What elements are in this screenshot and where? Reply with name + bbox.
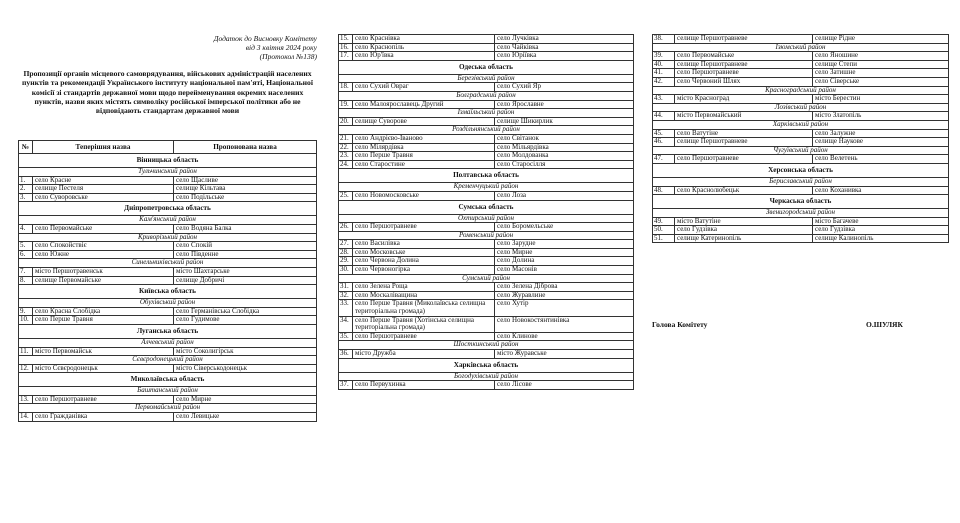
- row-number: 15.: [339, 35, 353, 44]
- current-name: село Першотравневе: [353, 332, 495, 341]
- current-name: село Краснівка: [353, 35, 495, 44]
- district-heading: Звенигородський район: [653, 209, 949, 218]
- current-name: село Гражданівка: [33, 413, 174, 422]
- district-heading-row: [653, 177, 949, 186]
- district-heading-row: [339, 231, 634, 240]
- region-heading: Херсонська область: [653, 163, 949, 177]
- proposed-name: село Масонів: [495, 266, 634, 275]
- annex-note: [18, 34, 317, 61]
- current-name: селище Першотравневе: [675, 35, 813, 44]
- proposed-name: село Яношине: [813, 52, 949, 61]
- current-name: село Першотравневе: [353, 223, 495, 232]
- table-row: [19, 193, 317, 202]
- current-name: селище Пестеля: [33, 185, 174, 194]
- table-row: [19, 242, 317, 251]
- current-name: місто Первомайський: [675, 112, 813, 121]
- renaming-table-part-2: [338, 34, 634, 390]
- proposed-name: місто Берестин: [813, 95, 949, 104]
- district-heading: Первомайський район: [19, 404, 317, 413]
- renaming-table-part-1: [18, 140, 317, 422]
- table-row: [339, 83, 634, 92]
- header-proposed-name: Пропонована назва: [174, 141, 317, 154]
- district-heading-row: [339, 91, 634, 100]
- row-number: 36.: [339, 350, 353, 359]
- current-name: село Малоярославець Другий: [353, 100, 495, 109]
- current-name: село Червоногірка: [353, 266, 495, 275]
- current-name: село Юр'ївка: [353, 52, 495, 61]
- proposed-name: село Зарудне: [495, 240, 634, 249]
- proposed-name: село Молдованка: [495, 152, 634, 161]
- table-row: [339, 134, 634, 143]
- table-row: [653, 155, 949, 164]
- proposed-name: село Ярославне: [495, 100, 634, 109]
- row-number: 47.: [653, 155, 675, 164]
- row-number: 24.: [339, 160, 353, 169]
- district-heading-row: [339, 214, 634, 223]
- district-heading-row: [339, 341, 634, 350]
- proposed-name: селище Кільтава: [174, 185, 317, 194]
- district-heading-row: [19, 387, 317, 396]
- district-heading: Богодухівський район: [339, 372, 634, 381]
- table-row: [339, 52, 634, 61]
- proposed-name: село Подільське: [174, 193, 317, 202]
- table-row: [653, 138, 949, 147]
- row-number: 49.: [653, 217, 675, 226]
- row-number: 45.: [653, 129, 675, 138]
- proposed-name: село Затишне: [813, 69, 949, 78]
- proposed-name: село Старосілля: [495, 160, 634, 169]
- current-name: село Спокойствіє: [33, 242, 174, 251]
- table-row: [653, 217, 949, 226]
- current-name: село Московське: [353, 248, 495, 257]
- proposed-name: селище Калинопіль: [813, 234, 949, 243]
- current-name: село Зелена Роща: [353, 283, 495, 292]
- proposed-name: село Велетень: [813, 155, 949, 164]
- row-number: 51.: [653, 234, 675, 243]
- table-row: [653, 186, 949, 195]
- district-heading: Кременчуцький район: [339, 183, 634, 192]
- table-row: [19, 276, 317, 285]
- district-heading: Алчевський район: [19, 338, 317, 347]
- region-heading-row: [653, 163, 949, 177]
- current-name: село Перше Травня: [353, 152, 495, 161]
- row-number: 13.: [19, 395, 33, 404]
- region-heading-row: [19, 285, 317, 299]
- signature-role: Голова Комітету: [652, 320, 708, 329]
- table-row: [339, 291, 634, 300]
- row-number: 42.: [653, 77, 675, 86]
- current-name: село Мілярдівка: [353, 143, 495, 152]
- district-heading-row: [653, 120, 949, 129]
- proposed-name: село Германівська Слобідка: [174, 307, 317, 316]
- region-heading: Дніпропетровська область: [19, 202, 317, 216]
- row-number: 21.: [339, 134, 353, 143]
- table-header-row: [19, 141, 317, 154]
- table-row: [19, 176, 317, 185]
- proposed-name: місто Журавське: [495, 350, 634, 359]
- table-row: [339, 160, 634, 169]
- document-header: [18, 34, 317, 115]
- row-number: 34.: [339, 316, 353, 332]
- table-row: [653, 60, 949, 69]
- district-heading: Болградський район: [339, 91, 634, 100]
- table-row: [653, 112, 949, 121]
- district-heading: Сумський район: [339, 274, 634, 283]
- district-heading: Ізюмський район: [653, 43, 949, 52]
- district-heading-row: [653, 43, 949, 52]
- current-name: село Ватутіне: [675, 129, 813, 138]
- annex-line: Додаток до Висновку Комітету: [213, 34, 317, 43]
- proposed-name: село Південне: [174, 250, 317, 259]
- row-number: 27.: [339, 240, 353, 249]
- current-name: село Червоний Шлях: [675, 77, 813, 86]
- current-name: місто Першотравенськ: [33, 267, 174, 276]
- district-heading: Роменський район: [339, 231, 634, 240]
- row-number: 46.: [653, 138, 675, 147]
- district-heading-row: [653, 146, 949, 155]
- table-row: [339, 143, 634, 152]
- region-heading: Одеська область: [339, 60, 634, 74]
- current-name: село Василівка: [353, 240, 495, 249]
- proposed-name: село Чайківка: [495, 43, 634, 52]
- region-heading-row: [339, 169, 634, 183]
- proposed-name: село Журавлине: [495, 291, 634, 300]
- table-row: [339, 152, 634, 161]
- table-row: [653, 77, 949, 86]
- table-row: [339, 35, 634, 44]
- current-name: село Москаліващина: [353, 291, 495, 300]
- table-row: [339, 100, 634, 109]
- region-heading-row: [339, 358, 634, 372]
- proposed-name: село Боромельське: [495, 223, 634, 232]
- current-name: село Андрієво-Іваново: [353, 134, 495, 143]
- table-row: [653, 69, 949, 78]
- row-number: 18.: [339, 83, 353, 92]
- current-name: село Новомосковське: [353, 191, 495, 200]
- proposed-name: село Левицьке: [174, 413, 317, 422]
- proposed-name: село Лучківка: [495, 35, 634, 44]
- table-row: [339, 117, 634, 126]
- district-heading: Шосткинський район: [339, 341, 634, 350]
- district-heading: Бериславський район: [653, 177, 949, 186]
- row-number: 1.: [19, 176, 33, 185]
- table-row: [339, 381, 634, 390]
- row-number: 44.: [653, 112, 675, 121]
- proposed-name: село Мирне: [495, 248, 634, 257]
- current-name: місто Сєвєродонецьк: [33, 364, 174, 373]
- table-row: [653, 95, 949, 104]
- table-row: [653, 35, 949, 44]
- proposed-name: село Щасливе: [174, 176, 317, 185]
- current-name: село Першотравневе: [675, 155, 813, 164]
- proposed-name: село Лоза: [495, 191, 634, 200]
- row-number: 9.: [19, 307, 33, 316]
- proposed-name: село Юріївка: [495, 52, 634, 61]
- row-number: 37.: [339, 381, 353, 390]
- row-number: 38.: [653, 35, 675, 44]
- proposed-name: селище Наукове: [813, 138, 949, 147]
- current-name: село Старостине: [353, 160, 495, 169]
- region-heading: Харківська область: [339, 358, 634, 372]
- region-heading-row: [19, 202, 317, 216]
- table-row: [339, 300, 634, 316]
- region-heading: Луганська область: [19, 324, 317, 338]
- row-number: 26.: [339, 223, 353, 232]
- proposed-name: село Коханивка: [813, 186, 949, 195]
- district-heading: Криворізький район: [19, 233, 317, 242]
- table-row: [653, 226, 949, 235]
- district-heading-row: [19, 259, 317, 268]
- table-row: [19, 364, 317, 373]
- table-row: [19, 307, 317, 316]
- district-heading-row: [19, 404, 317, 413]
- district-heading: Баштанський район: [19, 387, 317, 396]
- row-number: 17.: [339, 52, 353, 61]
- proposed-name: село Мільярдівка: [495, 143, 634, 152]
- district-heading-row: [653, 209, 949, 218]
- current-name: село Первухинка: [353, 381, 495, 390]
- current-name: селище Першотравневе: [675, 60, 813, 69]
- row-number: 6.: [19, 250, 33, 259]
- district-heading: Ізмаїльський район: [339, 109, 634, 118]
- row-number: 30.: [339, 266, 353, 275]
- proposed-name: село Водяна Балка: [174, 224, 317, 233]
- row-number: 31.: [339, 283, 353, 292]
- proposed-name: село Хутір: [495, 300, 634, 316]
- current-name: село Перше Травня (Миколаївська селищна територіальна громада): [353, 300, 495, 316]
- district-heading: Синельниківський район: [19, 259, 317, 268]
- row-number: 35.: [339, 332, 353, 341]
- region-heading-row: [653, 195, 949, 209]
- proposed-name: село Новокостянтинівка: [495, 316, 634, 332]
- table-row: [19, 267, 317, 276]
- row-number: 25.: [339, 191, 353, 200]
- table-row: [339, 191, 634, 200]
- district-heading-row: [19, 168, 317, 177]
- row-number: 7.: [19, 267, 33, 276]
- region-heading-row: [19, 373, 317, 387]
- current-name: село Краснолюбецьк: [675, 186, 813, 195]
- current-name: селище Суворове: [353, 117, 495, 126]
- district-heading: Тульчинський район: [19, 168, 317, 177]
- header-current-name: Теперішня назва: [33, 141, 174, 154]
- row-number: 33.: [339, 300, 353, 316]
- region-heading: Київська область: [19, 285, 317, 299]
- district-heading-row: [653, 103, 949, 112]
- row-number: 28.: [339, 248, 353, 257]
- current-name: село Сухий Овраг: [353, 83, 495, 92]
- row-number: 40.: [653, 60, 675, 69]
- proposed-name: місто Сіверськодонецьк: [174, 364, 317, 373]
- table-row: [19, 250, 317, 259]
- table-row: [339, 283, 634, 292]
- row-number: 32.: [339, 291, 353, 300]
- proposed-name: селище Шикирлик: [495, 117, 634, 126]
- current-name: село Перше Травня: [33, 316, 174, 325]
- table-row: [339, 350, 634, 359]
- row-number: 43.: [653, 95, 675, 104]
- row-number: 19.: [339, 100, 353, 109]
- table-row: [19, 224, 317, 233]
- district-heading-row: [19, 356, 317, 365]
- table-row: [339, 257, 634, 266]
- region-heading-row: [19, 324, 317, 338]
- region-heading: Вінницька область: [19, 154, 317, 168]
- proposed-name: село Гудимове: [174, 316, 317, 325]
- row-number: 20.: [339, 117, 353, 126]
- district-heading: Обухівський район: [19, 299, 317, 308]
- table-row: [339, 332, 634, 341]
- district-heading-row: [339, 372, 634, 381]
- district-heading: Сєвєродонецький район: [19, 356, 317, 365]
- current-name: село Червона Долина: [353, 257, 495, 266]
- table-row: [339, 223, 634, 232]
- current-name: село Красне: [33, 176, 174, 185]
- row-number: 3.: [19, 193, 33, 202]
- table-row: [339, 43, 634, 52]
- district-heading: Березівський район: [339, 74, 634, 83]
- current-name: село Краснопіль: [353, 43, 495, 52]
- district-heading: Лозівський район: [653, 103, 949, 112]
- current-name: село Южне: [33, 250, 174, 259]
- annex-line: (Протокол №138): [259, 52, 317, 61]
- district-heading-row: [339, 183, 634, 192]
- table-row: [19, 347, 317, 356]
- row-number: 23.: [339, 152, 353, 161]
- table-column-3: [652, 34, 949, 243]
- row-number: 29.: [339, 257, 353, 266]
- proposed-name: село Мирне: [174, 395, 317, 404]
- current-name: село Первомайське: [675, 52, 813, 61]
- district-heading-row: [19, 216, 317, 225]
- signature-name: О.ШУЛЯК: [866, 320, 903, 329]
- current-name: місто Ватутіне: [675, 217, 813, 226]
- proposed-name: селище Рідне: [813, 35, 949, 44]
- current-name: село Першотравневе: [33, 395, 174, 404]
- proposed-name: село Гудзівка: [813, 226, 949, 235]
- table-row: [653, 52, 949, 61]
- district-heading-row: [19, 338, 317, 347]
- row-number: 4.: [19, 224, 33, 233]
- region-heading-row: [19, 154, 317, 168]
- proposed-name: село Долина: [495, 257, 634, 266]
- district-heading-row: [19, 233, 317, 242]
- table-row: [19, 316, 317, 325]
- table-row: [339, 316, 634, 332]
- document-title: Пропозиції органів місцевого самоврядування, військових адміністрацій населених пунктів та рекомендації Українського інституту національної пам'яті, Національної комісії зі стандартів державної мови щодо перейменування окремих населених пунктів, назви яких містять символіку російської імперської політики або не відповідають стандартам державної мови: [22, 69, 313, 116]
- row-number: 10.: [19, 316, 33, 325]
- district-heading-row: [339, 274, 634, 283]
- row-number: 11.: [19, 347, 33, 356]
- row-number: 48.: [653, 186, 675, 195]
- row-number: 41.: [653, 69, 675, 78]
- current-name: село Красна Слобідка: [33, 307, 174, 316]
- current-name: село Гудзівка: [675, 226, 813, 235]
- header-number: №: [19, 141, 33, 154]
- proposed-name: село Клинове: [495, 332, 634, 341]
- row-number: 50.: [653, 226, 675, 235]
- table-row: [19, 185, 317, 194]
- current-name: місто Дружба: [353, 350, 495, 359]
- row-number: 22.: [339, 143, 353, 152]
- table-row: [339, 248, 634, 257]
- proposed-name: місто Багачеве: [813, 217, 949, 226]
- region-heading: Миколаївська область: [19, 373, 317, 387]
- region-heading: Черкаська область: [653, 195, 949, 209]
- annex-line: від 3 квітня 2024 року: [245, 43, 317, 52]
- proposed-name: село Спокій: [174, 242, 317, 251]
- district-heading-row: [339, 126, 634, 135]
- district-heading-row: [19, 299, 317, 308]
- proposed-name: село Світанок: [495, 134, 634, 143]
- proposed-name: селище Степи: [813, 60, 949, 69]
- district-heading-row: [653, 86, 949, 95]
- region-heading: Полтавська область: [339, 169, 634, 183]
- current-name: село Суворовське: [33, 193, 174, 202]
- district-heading: Кам'янський район: [19, 216, 317, 225]
- renaming-table-part-3: [652, 34, 949, 243]
- table-row: [653, 234, 949, 243]
- row-number: 16.: [339, 43, 353, 52]
- region-heading-row: [339, 60, 634, 74]
- table-row: [339, 240, 634, 249]
- current-name: селище Катеринопіль: [675, 234, 813, 243]
- current-name: село Перше Травня (Хотінська селищна територіальна громада): [353, 316, 495, 332]
- table-row: [19, 395, 317, 404]
- region-heading-row: [339, 200, 634, 214]
- district-heading: Охтирський район: [339, 214, 634, 223]
- current-name: селище Першотравневе: [675, 138, 813, 147]
- proposed-name: селище Добричі: [174, 276, 317, 285]
- current-name: місто Первомайськ: [33, 347, 174, 356]
- current-name: село Першотравневе: [675, 69, 813, 78]
- table-row: [653, 129, 949, 138]
- district-heading: Роздільнянський район: [339, 126, 634, 135]
- table-row: [339, 266, 634, 275]
- row-number: 39.: [653, 52, 675, 61]
- current-name: місто Красноград: [675, 95, 813, 104]
- row-number: 5.: [19, 242, 33, 251]
- proposed-name: село Сухий Яр: [495, 83, 634, 92]
- district-heading-row: [339, 74, 634, 83]
- proposed-name: село Сіверське: [813, 77, 949, 86]
- current-name: селище Первомайське: [33, 276, 174, 285]
- row-number: 2.: [19, 185, 33, 194]
- proposed-name: село Лісове: [495, 381, 634, 390]
- proposed-name: місто Златопіль: [813, 112, 949, 121]
- region-heading: Сумська область: [339, 200, 634, 214]
- current-name: село Первомайське: [33, 224, 174, 233]
- proposed-name: село Зелена Діброва: [495, 283, 634, 292]
- row-number: 12.: [19, 364, 33, 373]
- proposed-name: місто Шахтарське: [174, 267, 317, 276]
- table-column-2: [338, 34, 634, 390]
- table-row: [19, 413, 317, 422]
- district-heading-row: [339, 109, 634, 118]
- table-column-1: [18, 140, 317, 422]
- district-heading: Чугуївський район: [653, 146, 949, 155]
- district-heading: Харківський район: [653, 120, 949, 129]
- row-number: 14.: [19, 413, 33, 422]
- district-heading: Красноградський район: [653, 86, 949, 95]
- proposed-name: село Залужне: [813, 129, 949, 138]
- proposed-name: місто Соколигірськ: [174, 347, 317, 356]
- row-number: 8.: [19, 276, 33, 285]
